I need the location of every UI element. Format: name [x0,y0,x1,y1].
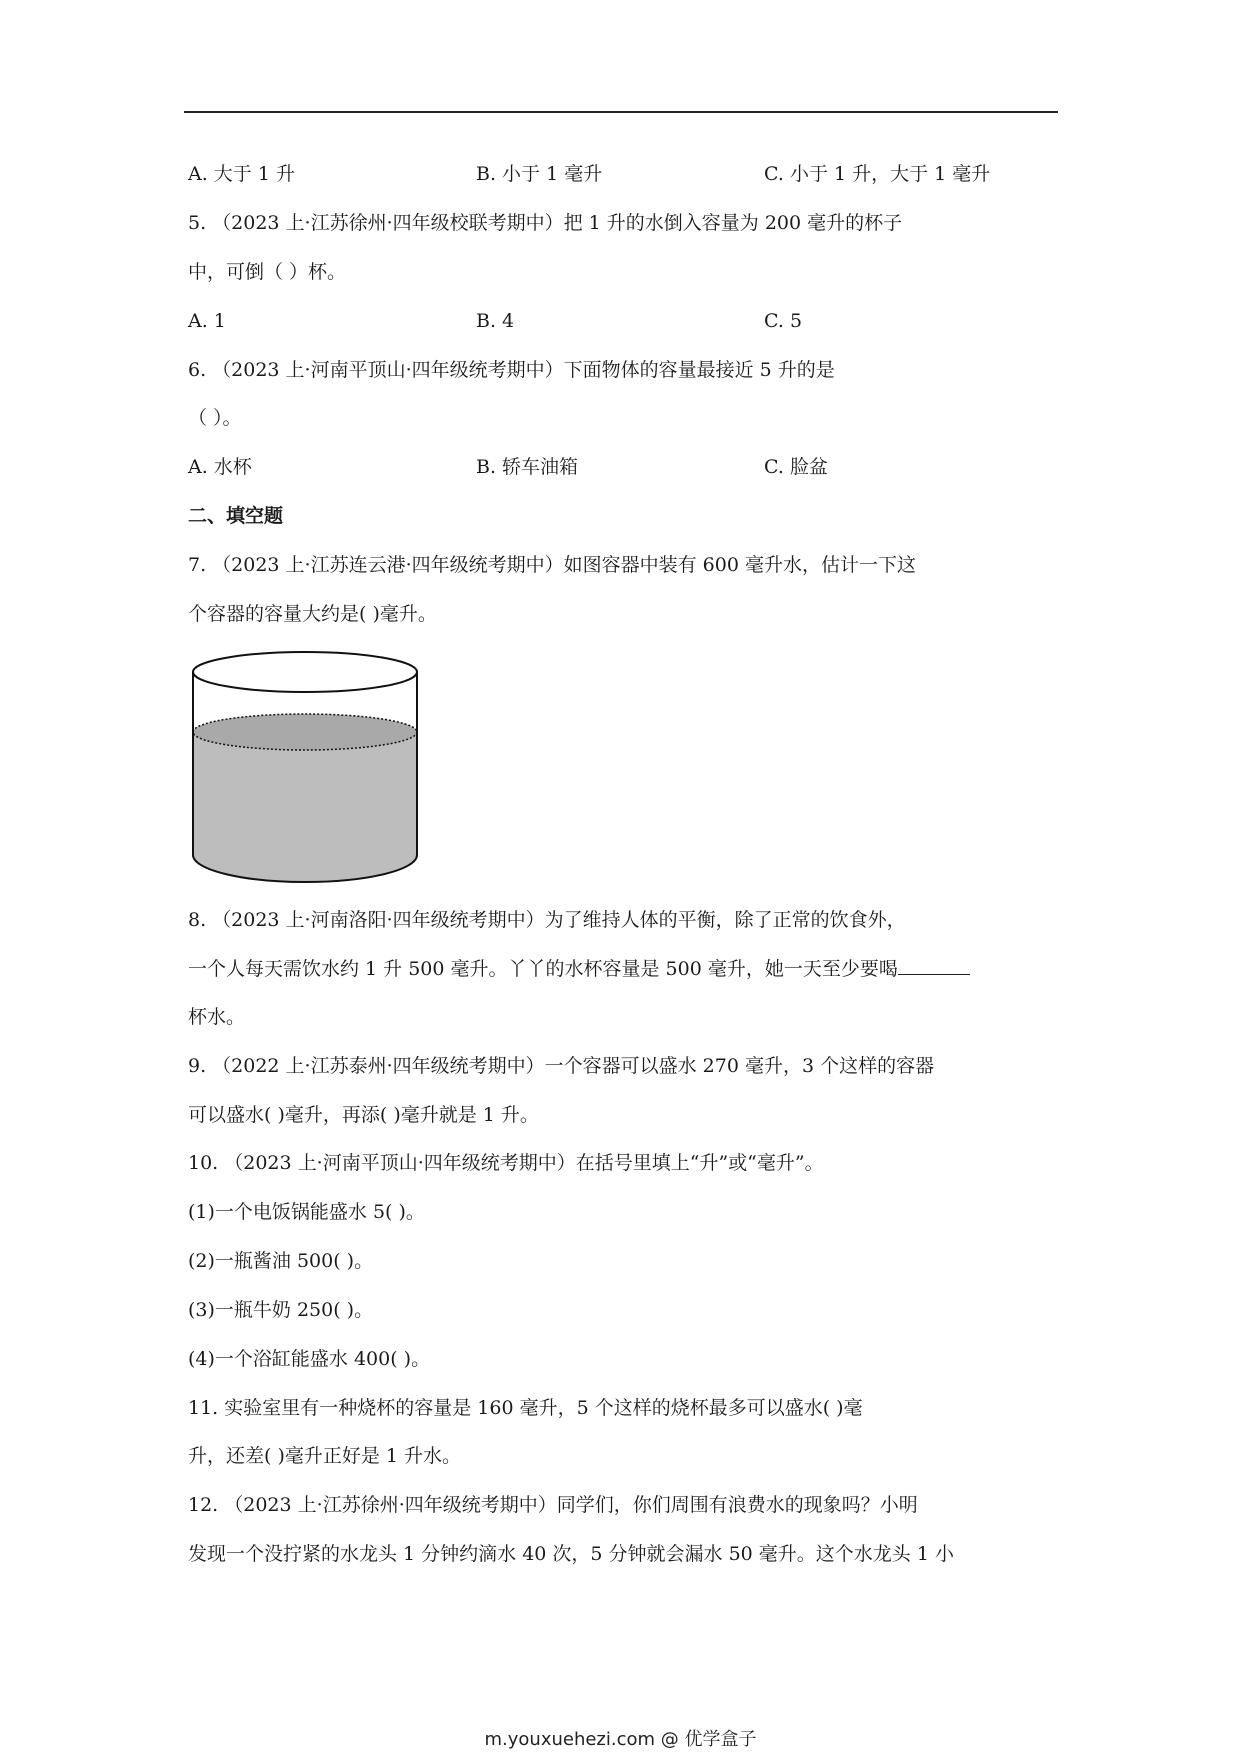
q11-line-1: 11. 实验室里有一种烧杯的容量是 160 毫升，5 个这样的烧杯最多可以盛水( )毫 [188,1397,863,1419]
container-figure [190,650,420,890]
q10-item-3: (3)一瓶牛奶 250( )。 [188,1299,374,1321]
q8-line-2-container [188,956,970,981]
q5-option-a: A. 1 [188,310,226,332]
q6-option-a: A. 水杯 [188,456,252,478]
q4-option-a: A. 大于 1 升 [188,163,295,185]
q6-line-2: （ ）。 [188,407,242,429]
q9-line-2: 可以盛水( )毫升，再添( )毫升就是 1 升。 [188,1104,539,1126]
q6-line-1: 6. （2023 上·河南平顶山·四年级统考期中）下面物体的容量最接近 5 升的是 [188,359,835,381]
q10-item-4: (4)一个浴缸能盛水 400( )。 [188,1348,431,1370]
q10-item-2: (2)一瓶酱油 500( )。 [188,1250,374,1272]
q9-line-1: 9. （2022 上·江苏泰州·四年级统考期中）一个容器可以盛水 270 毫升，3 个这样的容器 [188,1055,935,1077]
header-rule [184,111,1058,113]
q5-line-1: 5. （2023 上·江苏徐州·四年级校联考期中）把 1 升的水倒入容量为 200 毫升的杯子 [188,212,903,234]
q5-option-c: C. 5 [764,310,803,332]
q8-line-3: 杯水。 [188,1006,246,1028]
q6-option-c: C. 脸盆 [764,456,828,478]
section-title: 二、填空题 [188,505,284,527]
q10-line-1: 10. （2023 上·河南平顶山·四年级统考期中）在括号里填上“升”或“毫升”。 [188,1152,824,1174]
q4-option-c: C. 小于 1 升，大于 1 毫升 [764,163,991,185]
q4-option-b: B. 小于 1 毫升 [476,163,603,185]
q8-line-2: 一个人每天需饮水约 1 升 500 毫升。丫丫的水杯容量是 500 毫升，她一天至少要喝 [188,958,898,980]
q12-line-2: 发现一个没拧紧的水龙头 1 分钟约滴水 40 次，5 分钟就会漏水 50 毫升。这个水龙头 1 小 [188,1543,954,1565]
q5-line-2: 中，可倒（ ）杯。 [188,261,347,283]
q8-line-1: 8. （2023 上·河南洛阳·四年级统考期中）为了维持人体的平衡，除了正常的饮食外， [188,909,906,931]
q6-option-b: B. 轿车油箱 [476,456,579,478]
answer-blank[interactable] [898,956,970,975]
q7-line-1: 7. （2023 上·江苏连云港·四年级统考期中）如图容器中装有 600 毫升水，估计一下这 [188,554,916,576]
q5-option-b: B. 4 [476,310,515,332]
q10-item-1: (1)一个电饭锅能盛水 5( )。 [188,1201,425,1223]
q11-line-2: 升，还差( )毫升正好是 1 升水。 [188,1445,462,1467]
q12-line-1: 12. （2023 上·江苏徐州·四年级统考期中）同学们，你们周围有浪费水的现象吗？小明 [188,1494,918,1516]
cylinder-icon [193,652,417,882]
q7-line-2: 个容器的容量大约是( )毫升。 [188,603,437,625]
footer-watermark: m.youxuehezi.com @ 优学盒子 [484,1729,757,1750]
